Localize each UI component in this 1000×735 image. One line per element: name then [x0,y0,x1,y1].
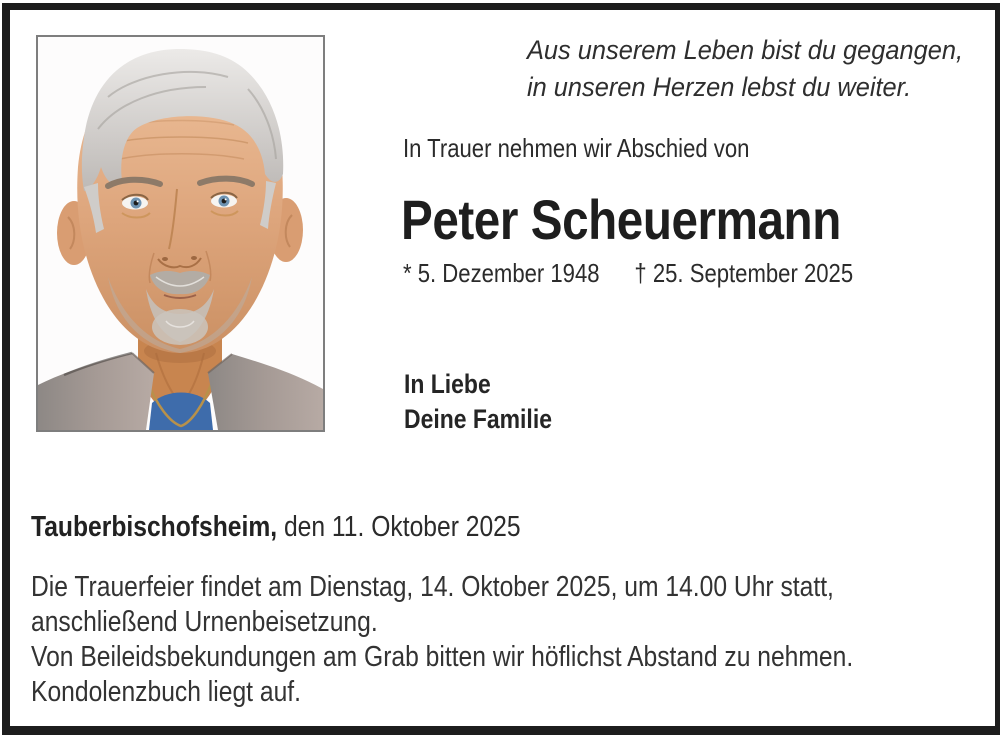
epitaph-quote [527,32,991,106]
deceased-name: Peter Scheuermann [401,188,841,251]
birth-date: * 5. Dezember 1948 [403,258,600,288]
epitaph-quote-line2: in unseren Herzen lebst du weiter. [527,72,912,102]
funeral-details-line4: Kondolenzbuch liegt auf. [31,676,301,708]
funeral-details-line2: anschließend Urnenbeisetzung. [31,606,378,638]
place-date-line [31,511,607,543]
epitaph-quote-line1: Aus unserem Leben bist du gegangen, [527,35,964,65]
notice-date: den 11. Oktober 2025 [283,511,521,543]
mourning-intro-line: In Trauer nehmen wir Abschied von [403,133,750,163]
life-dates [403,258,933,288]
portrait-illustration [38,37,323,430]
funeral-details [31,570,998,710]
death-date: † 25. September 2025 [634,258,854,288]
funeral-details-line3: Von Beileidsbekundungen am Grab bitten wir höflichst Abstand zu nehmen. [31,641,854,673]
family-closing [404,367,578,437]
deceased-portrait-photo [36,35,325,432]
family-closing-line1: In Liebe [404,369,491,399]
place-name: Tauberbischofsheim, [31,511,278,543]
family-closing-line2: Deine Familie [404,404,552,434]
funeral-details-line1: Die Trauerfeier findet am Dienstag, 14. Oktober 2025, um 14.00 Uhr statt, [31,571,834,603]
